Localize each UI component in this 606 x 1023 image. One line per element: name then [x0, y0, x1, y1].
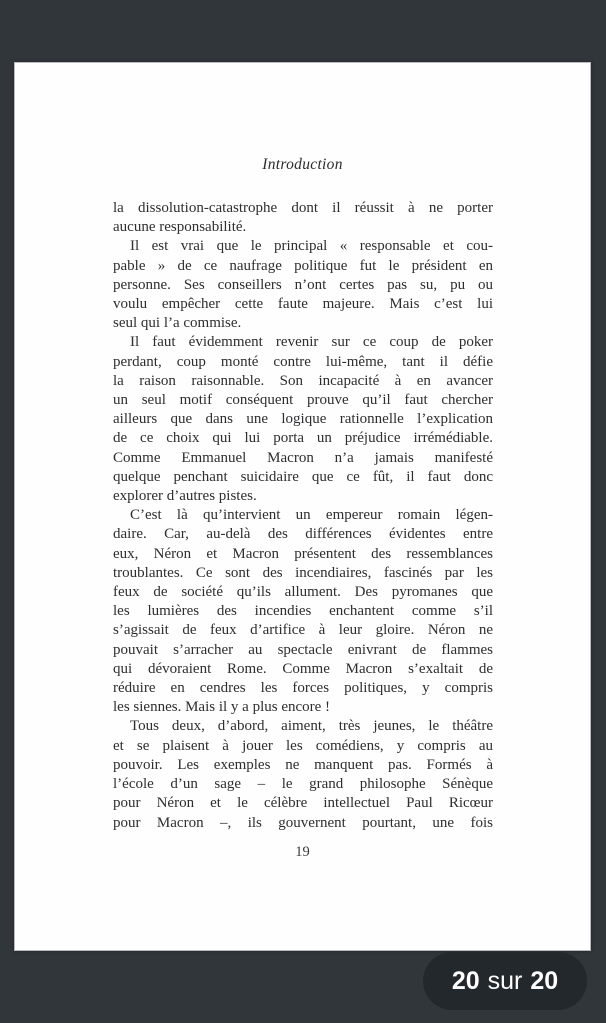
- text-line: de ce choix qui lui porta un préjudice irrémédiable.: [113, 430, 493, 447]
- text-line: Tous deux, d’abord, aiment, très jeunes, le théâtre: [130, 718, 493, 735]
- body-text: [113, 199, 493, 833]
- text-line: qui dévoraient Rome. Comme Macron s’exaltait de: [113, 660, 493, 677]
- progress-separator-label: sur: [487, 966, 523, 995]
- page-number: 19: [295, 844, 310, 860]
- text-line: Il faut évidemment revenir sur ce coup de poker: [130, 334, 493, 351]
- text-line: la raison raisonnable. Son incapacité à en avancer: [113, 372, 493, 389]
- text-line: pouvoir. Les exemples ne manquent pas. Formés à: [113, 756, 493, 773]
- text-line: la dissolution-catastrophe dont il réussit à ne porter: [113, 200, 493, 216]
- current-page-count: 20: [451, 966, 480, 995]
- text-line: pouvait s’arracher au spectacle enivrant de flammes: [113, 641, 493, 658]
- text-line: pable » de ce naufrage politique fut le président en: [113, 257, 493, 274]
- book-page[interactable]: [14, 62, 591, 951]
- text-line: explorer d’autres pistes.: [113, 488, 257, 505]
- text-line: feux de société qu’ils allument. Des pyromanes que: [113, 584, 493, 601]
- text-line: voulu empêcher cette faute majeure. Mais c’est lui: [113, 296, 493, 313]
- total-page-count: 20: [530, 966, 559, 995]
- text-line: Il est vrai que le principal « responsable et cou-: [130, 238, 493, 255]
- text-line: les siennes. Mais il y a plus encore !: [113, 699, 331, 716]
- text-line: eux, Néron et Macron présentent des ressemblances: [113, 545, 493, 562]
- text-line: daire. Car, au-delà des différences évidentes entre: [113, 526, 493, 543]
- text-line: C’est là qu’intervient un empereur romain légen-: [130, 507, 493, 524]
- text-line: perdant, coup monté contre lui-même, tant il défie: [113, 353, 493, 370]
- text-line: quelque penchant suicidaire que ce fût, il faut donc: [113, 468, 493, 485]
- text-line: un seul motif conséquent prouve qu’il faut chercher: [113, 392, 493, 409]
- text-line: et se plaisent à jouer les comédiens, y compris au: [113, 737, 493, 754]
- text-line: troublantes. Ce sont des incendiaires, fascinés par les: [113, 564, 493, 581]
- text-line: l’école d’un sage – le grand philosophe Sénèque: [113, 776, 493, 793]
- text-line: s’agissait de feux d’artifice à leur gloire. Néron ne: [113, 622, 493, 639]
- text-line: Comme Emmanuel Macron n’a jamais manifesté: [113, 449, 493, 466]
- text-line: aucune responsabilité.: [113, 219, 247, 236]
- text-line: pour Macron –, ils gouvernent pourtant, une fois: [113, 814, 493, 831]
- text-line: ailleurs que dans une logique rationnelle l’explication: [113, 411, 493, 428]
- page-progress-badge: [423, 952, 587, 1010]
- chapter-title: Introduction: [262, 156, 343, 173]
- text-line: réduire en cendres les forces politiques, y compris: [113, 680, 493, 697]
- text-line: les lumières des incendies enchantent comme s’il: [113, 603, 493, 620]
- text-line: seul qui l’a commise.: [113, 315, 242, 332]
- text-line: personne. Ses conseillers n’ont certes pas su, pu ou: [113, 276, 493, 293]
- text-line: pour Néron et le célèbre intellectuel Paul Ricœur: [113, 795, 493, 812]
